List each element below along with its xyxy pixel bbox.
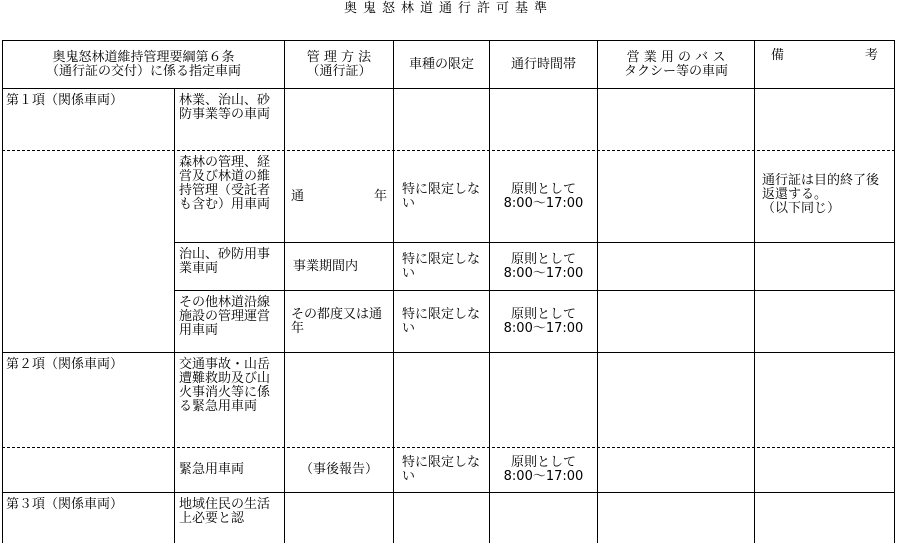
- col-divider-6: [754, 40, 755, 543]
- table-border-left: [2, 40, 3, 543]
- header-commercial-vehicles: 営 業 用 の バ ス タクシー等の車両: [623, 49, 728, 79]
- method-cell: （事後報告）: [299, 462, 378, 477]
- hours-cell: 原則として 8:00〜17:00: [503, 306, 584, 336]
- method-cell-b: 年: [373, 188, 387, 204]
- vehicle-cell: その他林道沿線施設の管理運営用車両: [179, 295, 271, 338]
- vehicle-cell: 交通事故・山岳遭難救助及び山火事消火等に係る緊急用車両: [179, 357, 271, 414]
- method-cell: [285, 151, 393, 242]
- type-cell: 特に限定しない: [402, 181, 481, 211]
- type-cell: 特に限定しない: [402, 251, 481, 281]
- vehicle-cell: 地域住民の生活上必要と認: [179, 497, 271, 526]
- method-cell: その都度又は通年: [291, 306, 383, 336]
- table-border-right: [894, 40, 895, 543]
- col-divider-1: [174, 88, 175, 543]
- method-cell: 事業期間内: [293, 258, 359, 274]
- header-bottom-line: [2, 88, 895, 89]
- section-label: 第１項（関係車両）: [6, 93, 124, 108]
- section-label: 第２項（関係車両）: [6, 357, 124, 372]
- header-vehicle-type: 車種の限定: [408, 56, 474, 72]
- section-line: [2, 352, 895, 353]
- vehicle-cell: 森林の管理、経営及び林道の維持管理（受託者も含む）用車両: [179, 155, 271, 212]
- remarks-cell: 通行証は目的終了後返還する。 （以下同じ）: [762, 173, 880, 216]
- header-remarks-a: 備: [771, 47, 785, 63]
- hours-cell: 原則として 8:00〜17:00: [503, 181, 584, 211]
- header-vehicle: 奥鬼怒林道維持管理要綱第６条 （通行証の交付）に係る指定車両: [45, 49, 241, 79]
- col-divider-5: [597, 40, 598, 543]
- vehicle-cell: 緊急用車両: [179, 462, 245, 477]
- vehicle-cell: 治山、砂防用事業車両: [179, 247, 271, 276]
- type-cell: 特に限定しない: [402, 306, 481, 336]
- hours-cell: 原則として 8:00〜17:00: [503, 251, 584, 281]
- type-cell: 特に限定しない: [402, 455, 481, 484]
- header-remarks-b: 考: [864, 47, 878, 63]
- section-line: [2, 492, 895, 493]
- method-cell-a: 通: [291, 188, 305, 204]
- header-management-method: 管 理 方 法 （通行証）: [306, 49, 372, 79]
- header-hours: 通行時間帯: [510, 56, 576, 72]
- vehicle-cell: 林業、治山、砂防事業等の車両: [179, 93, 271, 122]
- header-remarks: [755, 41, 894, 88]
- page-title: 奥鬼怒林道通行許可基準: [343, 1, 553, 16]
- section-label: 第３項（関係車両）: [6, 497, 124, 512]
- hours-cell: 原則として 8:00〜17:00: [503, 455, 584, 484]
